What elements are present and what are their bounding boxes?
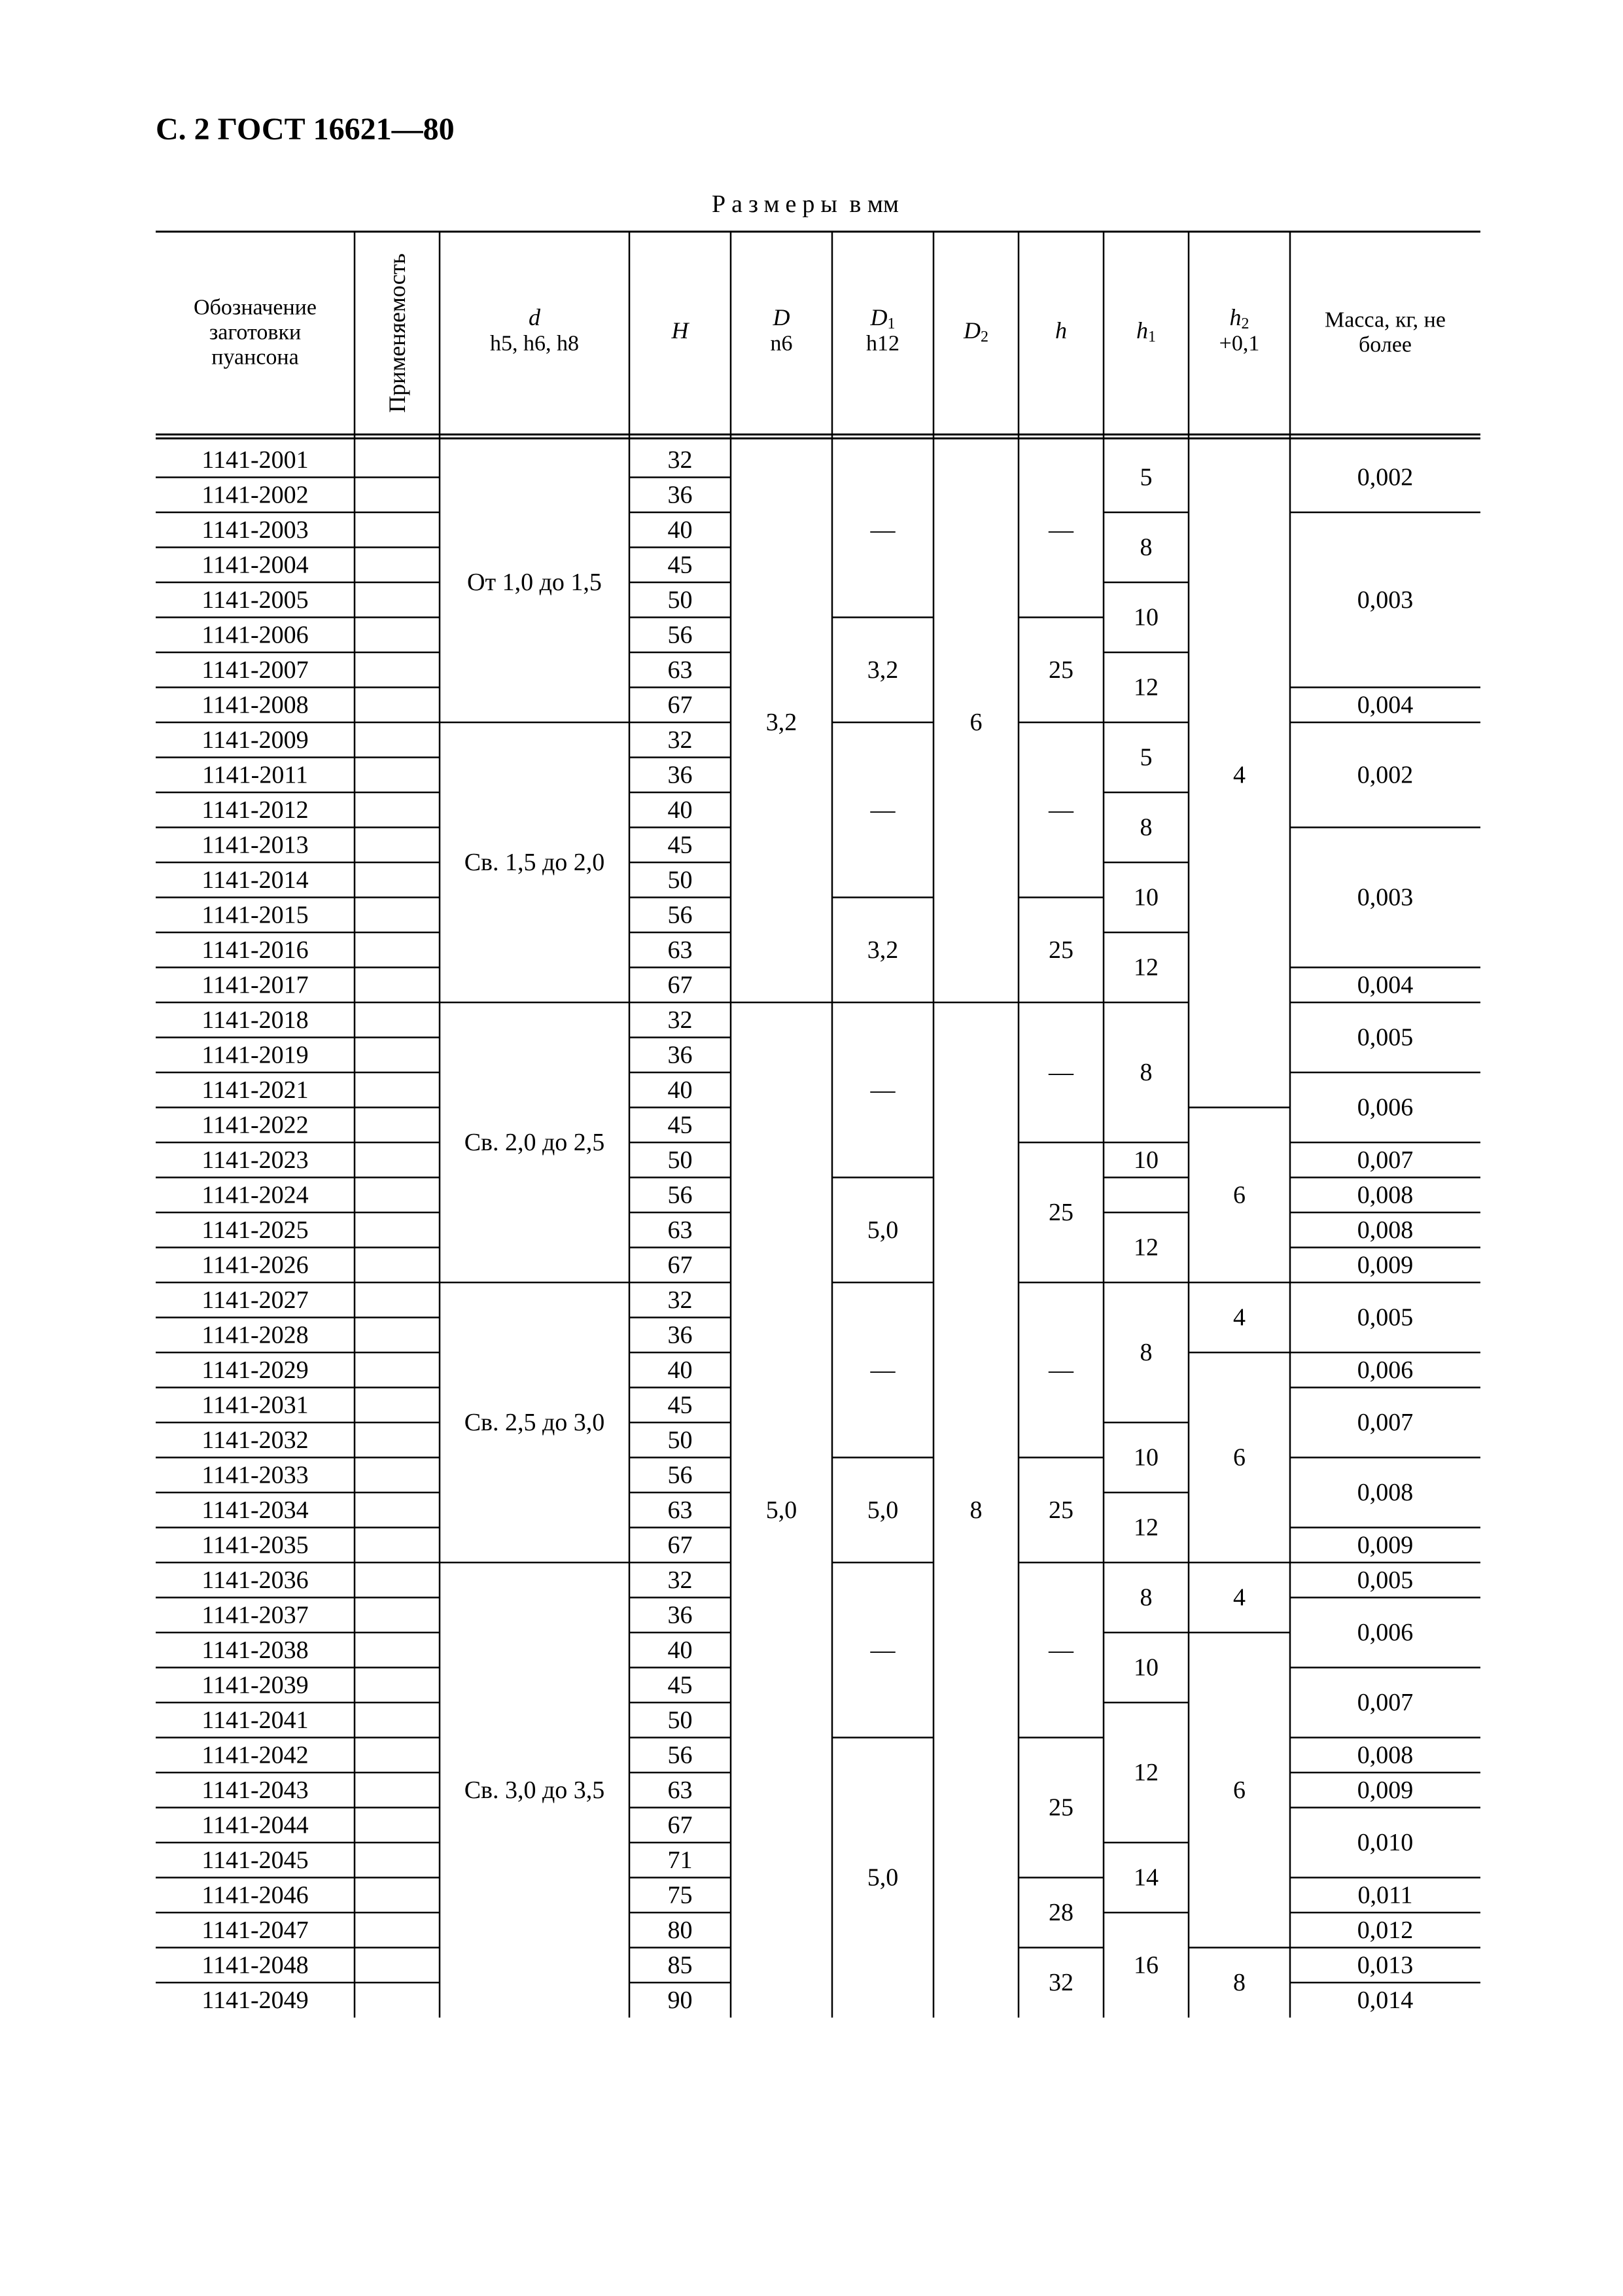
height-H-cell: 45 xyxy=(667,1671,693,1699)
header-h2-symbol: $h_2$ xyxy=(1229,304,1249,332)
height-H-cell: 50 xyxy=(667,866,693,894)
designation-cell: 1141-2006 xyxy=(201,621,309,649)
cell-h1: 14 xyxy=(1134,1863,1159,1892)
designation-cell: 1141-2003 xyxy=(201,516,309,544)
cell-h2: 6 xyxy=(1233,1776,1246,1804)
header-d-symbol: d xyxy=(529,304,540,330)
cell-mass: 0,002 xyxy=(1357,761,1414,789)
cell-h1: 12 xyxy=(1134,1233,1159,1262)
height-H-cell: 50 xyxy=(667,1426,693,1454)
cell-d: Св. 2,5 до 3,0 xyxy=(464,1409,605,1436)
header-mass: Масса, кг, не xyxy=(1325,308,1446,332)
cell-h: 25 xyxy=(1049,656,1073,684)
height-H-cell: 67 xyxy=(667,1251,693,1279)
height-H-cell: 32 xyxy=(667,1006,693,1034)
designation-cell: 1141-2037 xyxy=(201,1601,309,1629)
cell-h1: 8 xyxy=(1140,533,1153,561)
cell-mass: 0,006 xyxy=(1357,1619,1414,1646)
header-d-tolerance: h5, h6, h8 xyxy=(490,331,579,356)
cell-h1: 10 xyxy=(1134,1146,1159,1174)
cell-mass: 0,009 xyxy=(1357,1251,1414,1279)
cell-mass: 0,005 xyxy=(1357,1023,1414,1051)
height-H-cell: 32 xyxy=(667,1286,693,1314)
designation-cell: 1141-2001 xyxy=(201,446,309,474)
designation-cell: 1141-2023 xyxy=(201,1146,309,1174)
height-H-cell: 63 xyxy=(667,1496,693,1524)
designation-cell: 1141-2021 xyxy=(201,1076,309,1104)
header-D1-symbol: $D_1$ xyxy=(870,304,896,332)
cell-mass: 0,005 xyxy=(1357,1566,1414,1594)
cell-d: Св. 2,0 до 2,5 xyxy=(464,1129,605,1156)
designation-cell: 1141-2042 xyxy=(201,1741,309,1769)
height-H-cell: 36 xyxy=(667,1601,693,1629)
height-H-cell: 45 xyxy=(667,831,693,859)
designation-cell: 1141-2032 xyxy=(201,1426,309,1454)
caption-unit: в мм xyxy=(849,190,899,218)
height-H-cell: 40 xyxy=(667,1076,693,1104)
designation-cell: 1141-2022 xyxy=(201,1111,309,1139)
cell-mass: 0,010 xyxy=(1357,1829,1414,1856)
designation-cell: 1141-2049 xyxy=(201,1986,309,2014)
designation-cell: 1141-2014 xyxy=(201,866,309,894)
cell-h: — xyxy=(1049,1636,1073,1664)
cell-mass: 0,005 xyxy=(1357,1303,1414,1332)
header-h1-symbol: $h_1$ xyxy=(1136,317,1156,345)
header-designation: пуансона xyxy=(211,345,299,370)
cell-h2: 4 xyxy=(1233,1303,1246,1332)
cell-D: 5,0 xyxy=(765,1496,797,1524)
designation-cell: 1141-2045 xyxy=(201,1846,309,1874)
height-H-cell: 45 xyxy=(667,551,693,579)
designation-cell: 1141-2002 xyxy=(201,481,309,509)
cell-h1: 10 xyxy=(1134,1653,1159,1682)
designation-cell: 1141-2041 xyxy=(201,1706,309,1734)
height-H-cell: 36 xyxy=(667,761,693,789)
designation-cell: 1141-2034 xyxy=(201,1496,309,1524)
designation-cell: 1141-2035 xyxy=(201,1531,309,1559)
height-H-cell: 75 xyxy=(667,1881,693,1909)
header-h-symbol: h xyxy=(1055,317,1067,344)
cell-D1: 5,0 xyxy=(867,1216,899,1244)
height-H-cell: 90 xyxy=(667,1986,693,2014)
cell-h2: 4 xyxy=(1233,1583,1246,1612)
cell-D1: 3,2 xyxy=(867,936,899,964)
cell-h1: 5 xyxy=(1140,743,1153,771)
header-designation: Обозначение xyxy=(194,295,317,320)
height-H-cell: 50 xyxy=(667,1146,693,1174)
cell-D1: — xyxy=(870,796,896,824)
cell-h2: 6 xyxy=(1233,1181,1246,1209)
height-H-cell: 63 xyxy=(667,936,693,964)
cell-mass: 0,003 xyxy=(1357,883,1414,911)
designation-cell: 1141-2009 xyxy=(201,726,309,754)
cell-d: Св. 3,0 до 3,5 xyxy=(464,1776,605,1804)
cell-D1: — xyxy=(870,1356,896,1384)
height-H-cell: 63 xyxy=(667,1776,693,1804)
height-H-cell: 32 xyxy=(667,726,693,754)
height-H-cell: 67 xyxy=(667,1531,693,1559)
header-h1-subscript: 1 xyxy=(1148,328,1156,345)
header-D2-symbol: $D_2$ xyxy=(964,317,988,345)
cell-h1: 8 xyxy=(1140,1059,1153,1086)
cell-h1: 12 xyxy=(1134,953,1159,981)
designation-cell: 1141-2025 xyxy=(201,1216,309,1244)
cell-mass: 0,007 xyxy=(1357,1689,1414,1716)
designation-cell: 1141-2029 xyxy=(201,1356,309,1384)
cell-h1: 8 xyxy=(1140,1583,1153,1612)
cell-mass: 0,006 xyxy=(1357,1356,1414,1384)
cell-h: — xyxy=(1049,516,1073,544)
designation-cell: 1141-2015 xyxy=(201,901,309,929)
cell-mass: 0,014 xyxy=(1357,1986,1414,2014)
height-H-cell: 63 xyxy=(667,656,693,684)
header-D1-tolerance: h12 xyxy=(866,331,899,356)
designation-cell: 1141-2039 xyxy=(201,1671,309,1699)
cell-D2: 6 xyxy=(969,709,983,736)
height-H-cell: 56 xyxy=(667,621,693,649)
header-D-tolerance: n6 xyxy=(770,331,793,356)
cell-mass: 0,008 xyxy=(1357,1479,1414,1506)
cell-mass: 0,004 xyxy=(1357,691,1414,719)
cell-h: — xyxy=(1049,796,1073,824)
height-H-cell: 36 xyxy=(667,1041,693,1069)
designation-cell: 1141-2048 xyxy=(201,1951,309,1979)
designation-cell: 1141-2016 xyxy=(201,936,309,964)
height-H-cell: 80 xyxy=(667,1916,693,1944)
cell-h2: 4 xyxy=(1233,761,1246,789)
cell-D: 3,2 xyxy=(765,709,797,736)
designation-cell: 1141-2011 xyxy=(202,761,308,789)
designation-cell: 1141-2027 xyxy=(201,1286,309,1314)
designation-cell: 1141-2033 xyxy=(201,1461,309,1489)
height-H-cell: 85 xyxy=(667,1951,693,1979)
header-designation: заготовки xyxy=(209,320,302,345)
cell-D1: — xyxy=(870,516,896,544)
cell-D1: 3,2 xyxy=(867,656,899,684)
designation-cell: 1141-2019 xyxy=(201,1041,309,1069)
cell-d: От 1,0 до 1,5 xyxy=(467,569,602,596)
cell-h2: 6 xyxy=(1233,1443,1246,1472)
height-H-cell: 45 xyxy=(667,1391,693,1419)
cell-mass: 0,008 xyxy=(1357,1216,1414,1244)
height-H-cell: 56 xyxy=(667,1181,693,1209)
designation-cell: 1141-2036 xyxy=(201,1566,309,1594)
height-H-cell: 63 xyxy=(667,1216,693,1244)
height-H-cell: 32 xyxy=(667,446,693,474)
cell-mass: 0,003 xyxy=(1357,586,1414,614)
designation-cell: 1141-2013 xyxy=(201,831,309,859)
cell-h: — xyxy=(1049,1059,1073,1086)
header-D1-subscript: 1 xyxy=(887,315,896,332)
cell-mass: 0,013 xyxy=(1357,1951,1414,1979)
cell-D1: 5,0 xyxy=(867,1496,899,1524)
designation-cell: 1141-2024 xyxy=(201,1181,309,1209)
caption-spaced: Размеры xyxy=(712,190,843,218)
header-D2-subscript: 2 xyxy=(981,328,988,345)
height-H-cell: 67 xyxy=(667,691,693,719)
designation-cell: 1141-2047 xyxy=(201,1916,309,1944)
cell-D1: 5,0 xyxy=(867,1863,899,1892)
cell-mass: 0,008 xyxy=(1357,1181,1414,1209)
designation-cell: 1141-2043 xyxy=(201,1776,309,1804)
height-H-cell: 56 xyxy=(667,901,693,929)
cell-h: 25 xyxy=(1049,1793,1073,1822)
cell-mass: 0,012 xyxy=(1357,1916,1414,1944)
height-H-cell: 50 xyxy=(667,586,693,614)
cell-mass: 0,007 xyxy=(1357,1146,1414,1174)
designation-cell: 1141-2044 xyxy=(201,1811,309,1839)
cell-h1: 12 xyxy=(1134,1759,1159,1786)
designation-cell: 1141-2028 xyxy=(201,1321,309,1349)
header-h2-subscript: 2 xyxy=(1241,315,1249,332)
designation-cell: 1141-2017 xyxy=(201,971,309,999)
cell-h1: 10 xyxy=(1134,883,1159,911)
cell-h1: 12 xyxy=(1134,1513,1159,1542)
height-H-cell: 45 xyxy=(667,1111,693,1139)
cell-h1: 8 xyxy=(1140,813,1153,841)
height-H-cell: 40 xyxy=(667,796,693,824)
height-H-cell: 40 xyxy=(667,516,693,544)
header-applicability: Применяемость xyxy=(384,253,410,413)
header-D-symbol: D xyxy=(773,304,790,330)
cell-d: Св. 1,5 до 2,0 xyxy=(464,849,605,876)
cell-D1: — xyxy=(870,1636,896,1664)
height-H-cell: 67 xyxy=(667,971,693,999)
designation-cell: 1141-2007 xyxy=(201,656,309,684)
height-H-cell: 36 xyxy=(667,481,693,509)
cell-mass: 0,004 xyxy=(1357,971,1414,999)
cell-h: 28 xyxy=(1049,1899,1073,1926)
cell-mass: 0,006 xyxy=(1357,1093,1414,1122)
designation-cell: 1141-2038 xyxy=(201,1636,309,1664)
designation-cell: 1141-2005 xyxy=(201,586,309,614)
cell-h: 25 xyxy=(1049,936,1073,964)
cell-h: 25 xyxy=(1049,1199,1073,1226)
cell-mass: 0,009 xyxy=(1357,1776,1414,1804)
designation-cell: 1141-2046 xyxy=(201,1881,309,1909)
height-H-cell: 71 xyxy=(667,1846,693,1874)
cell-mass: 0,009 xyxy=(1357,1531,1414,1559)
header-h2-tolerance: +0,1 xyxy=(1219,331,1260,356)
cell-D1: — xyxy=(870,1076,896,1104)
cell-mass: 0,008 xyxy=(1357,1741,1414,1769)
cell-h1: 10 xyxy=(1134,603,1159,631)
height-H-cell: 40 xyxy=(667,1356,693,1384)
cell-h1: 8 xyxy=(1140,1339,1153,1366)
cell-h1: 16 xyxy=(1134,1951,1159,1979)
designation-cell: 1141-2018 xyxy=(201,1006,309,1034)
cell-h: 25 xyxy=(1049,1496,1073,1524)
cell-D2: 8 xyxy=(969,1496,983,1524)
page-header: С. 2 ГОСТ 16621—80 xyxy=(156,112,455,147)
height-H-cell: 40 xyxy=(667,1636,693,1664)
cell-h2: 8 xyxy=(1233,1969,1246,1996)
height-H-cell: 32 xyxy=(667,1566,693,1594)
height-H-cell: 67 xyxy=(667,1811,693,1839)
cell-h: — xyxy=(1049,1356,1073,1384)
cell-h1: 12 xyxy=(1134,673,1159,701)
cell-h1: 5 xyxy=(1140,463,1153,491)
cell-mass: 0,011 xyxy=(1357,1881,1413,1909)
height-H-cell: 36 xyxy=(667,1321,693,1349)
cell-h1: 10 xyxy=(1134,1443,1159,1472)
height-H-cell: 56 xyxy=(667,1461,693,1489)
header-H-symbol: H xyxy=(671,317,689,344)
designation-cell: 1141-2012 xyxy=(201,796,309,824)
designation-cell: 1141-2008 xyxy=(201,691,309,719)
header-mass: более xyxy=(1359,332,1412,357)
designation-cell: 1141-2004 xyxy=(201,551,309,579)
height-H-cell: 56 xyxy=(667,1741,693,1769)
cell-h: 32 xyxy=(1049,1969,1073,1996)
designation-cell: 1141-2026 xyxy=(201,1251,309,1279)
cell-mass: 0,002 xyxy=(1357,463,1414,491)
designation-cell: 1141-2031 xyxy=(201,1391,309,1419)
cell-mass: 0,007 xyxy=(1357,1409,1414,1436)
height-H-cell: 50 xyxy=(667,1706,693,1734)
